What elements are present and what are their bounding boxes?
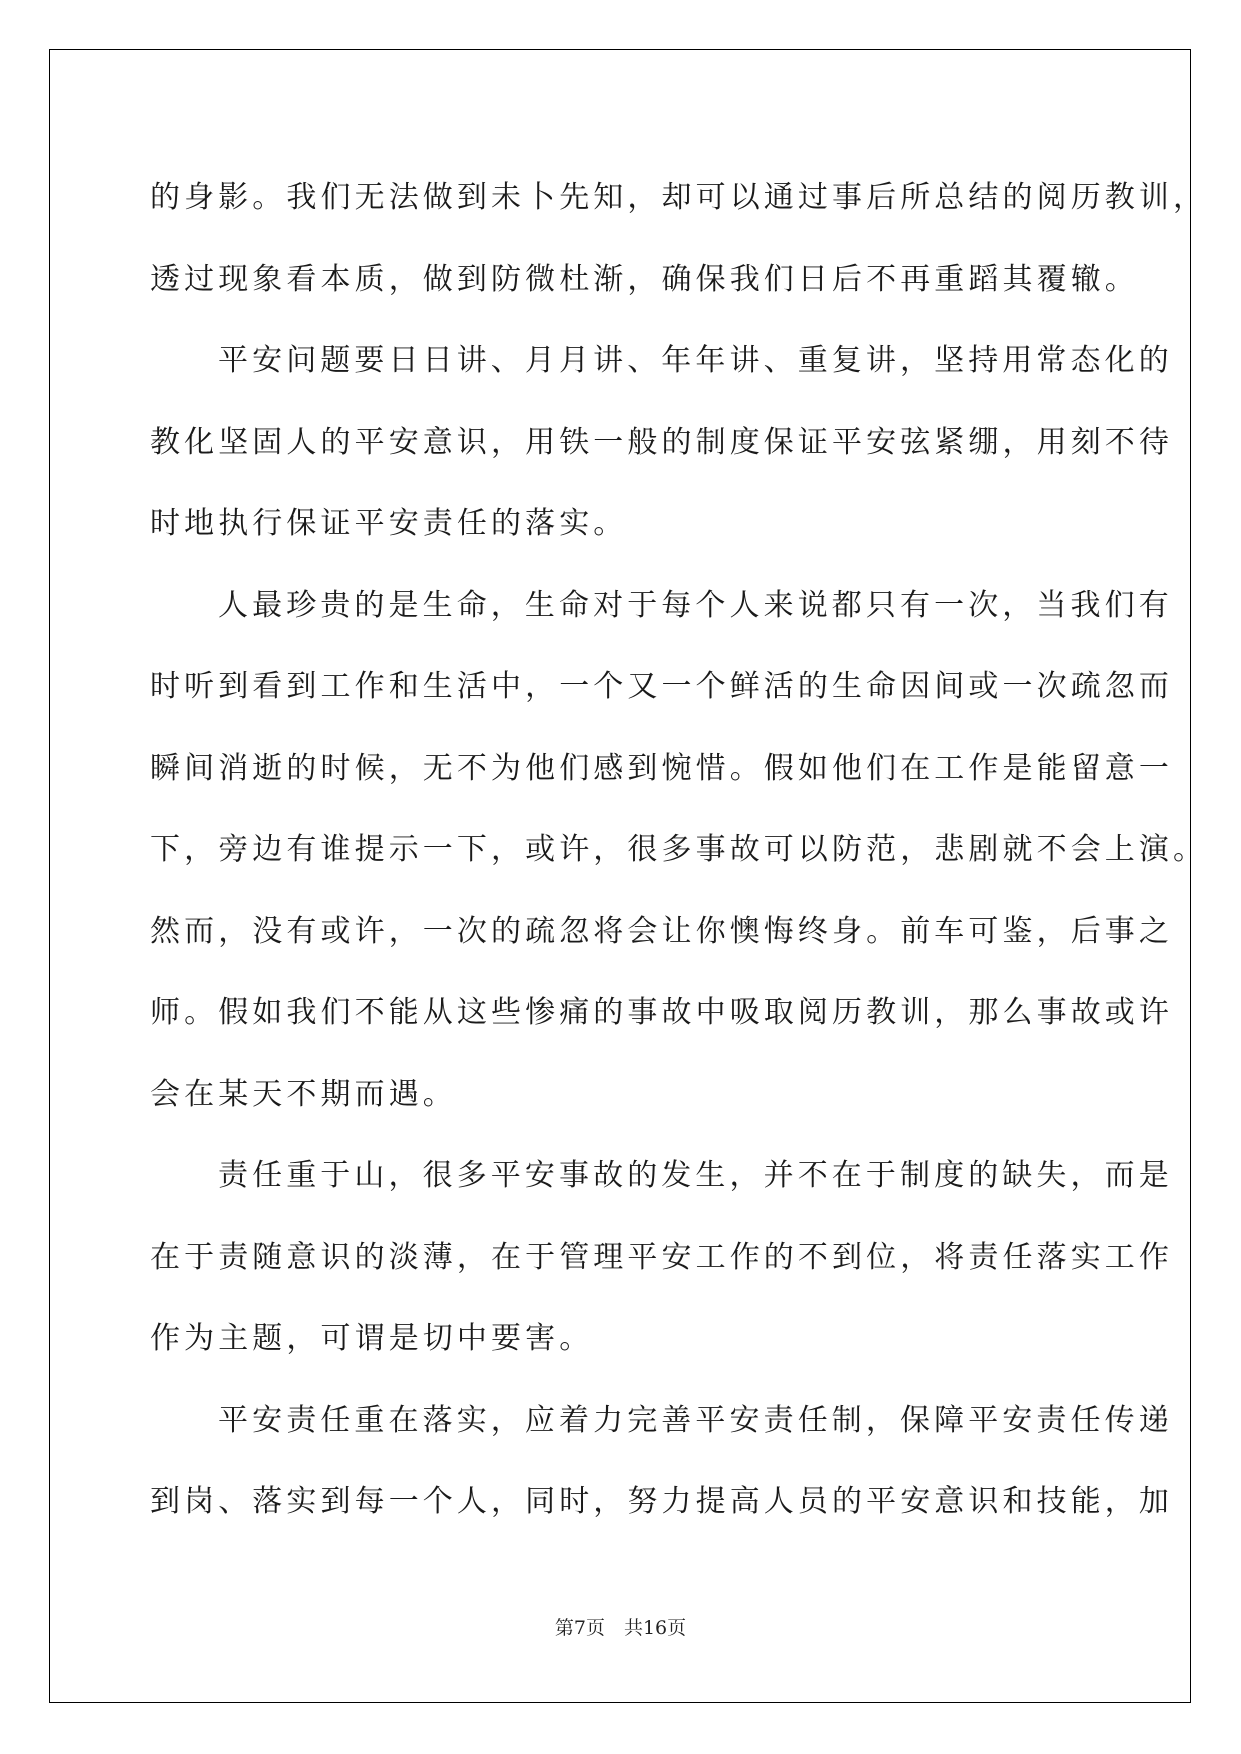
text-line: 平安责任重在落实，应着力完善平安责任制，保障平安责任传递 (218, 1402, 1173, 1438)
document-body (150, 157, 1208, 1543)
text-line: 时地执行保证平安责任的落实。 (150, 506, 628, 541)
text-line: 师。假如我们不能从这些惨痛的事故中吸取阅历教训，那么事故或许 (150, 995, 1173, 1030)
text-line: 平安问题要日日讲、月月讲、年年讲、重复讲，坚持用常态化的 (218, 343, 1173, 378)
text-line: 作为主题，可谓是切中要害。 (150, 1321, 594, 1356)
text-line: 人最珍贵的是生命，生命对于每个人来说都只有一次，当我们有 (218, 587, 1173, 623)
text-line: 到岗、落实到每一个人，同时，努力提高人员的平安意识和技能，加 (150, 1484, 1173, 1519)
text-line: 在于责随意识的淡薄，在于管理平安工作的不到位，将责任落实工作 (150, 1239, 1173, 1275)
text-line: 透过现象看本质，做到防微杜渐，确保我们日后不再重蹈其覆辙。 (150, 261, 1139, 297)
text-line: 下，旁边有谁提示一下，或许，很多事故可以防范，悲剧就不会上演。 (150, 832, 1208, 867)
text-line: 的身影。我们无法做到未卜先知，却可以通过事后所总结的阅历教训， (150, 180, 1208, 215)
text-line: 会在某天不期而遇。 (150, 1076, 457, 1112)
text-line: 时听到看到工作和生活中，一个又一个鲜活的生命因间或一次疏忽而 (150, 669, 1173, 704)
text-line: 瞬间消逝的时候，无不为他们感到惋惜。假如他们在工作是能留意一 (150, 750, 1173, 786)
text-line: 责任重于山，很多平安事故的发生，并不在于制度的缺失，而是 (218, 1158, 1173, 1193)
text-line: 然而，没有或许，一次的疏忽将会让你懊悔终身。前车可鉴，后事之 (150, 913, 1173, 949)
text-line: 教化坚固人的平安意识，用铁一般的制度保证平安弦紧绷，用刻不待 (150, 424, 1173, 460)
page-number: 第7页 共16页 (554, 1617, 687, 1639)
